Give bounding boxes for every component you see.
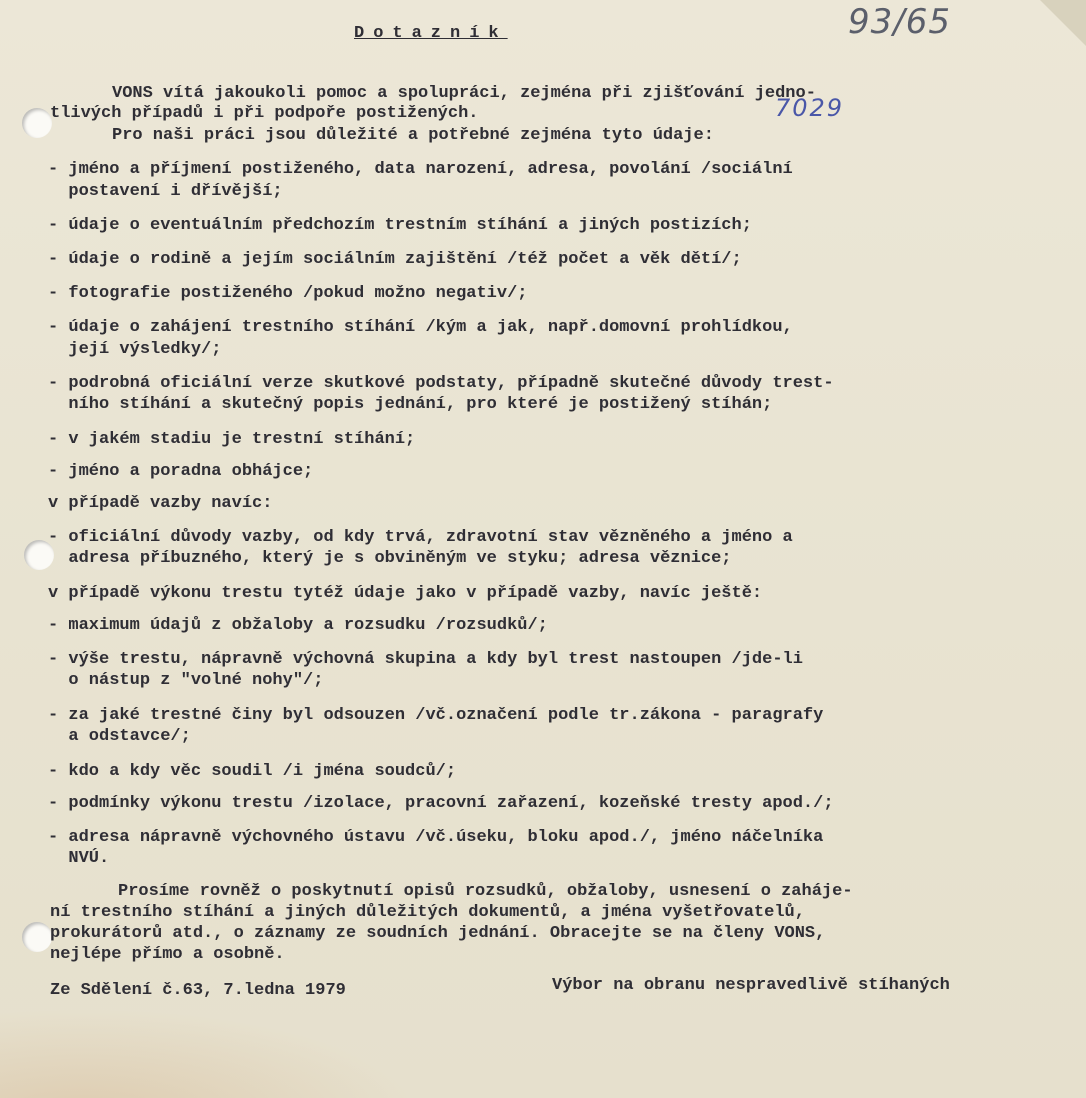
document-title: Dotazník: [354, 24, 508, 43]
text-line: její výsledky/;: [48, 340, 222, 359]
text-line: nejlépe přímo a osobně.: [50, 945, 285, 964]
text-line: Prosíme rovněž o poskytnutí opisů rozsudků, obžaloby, usnesení o zaháje-: [118, 882, 853, 901]
committee-signature: Výbor na obranu nespravedlivě stíhaných: [552, 976, 950, 995]
text-line: tlivých případů i při podpoře postižených.: [50, 104, 479, 123]
text-line: - fotografie postiženého /pokud možno negativ/;: [48, 284, 528, 303]
text-line: v případě výkonu trestu tytéž údaje jako v případě vazby, navíc ještě:: [48, 584, 763, 603]
folded-corner: [1040, 0, 1086, 46]
text-line: - údaje o eventuálním předchozím trestním stíhání a jiných postizích;: [48, 216, 752, 235]
text-line: Pro naši práci jsou důležité a potřebné zejména tyto údaje:: [112, 126, 714, 145]
stamped-number: 7029: [775, 94, 845, 122]
text-line: adresa příbuzného, který je s obviněným ve styku; adresa věznice;: [48, 549, 732, 568]
text-line: - údaje o rodině a jejím sociálním zajištění /též počet a věk dětí/;: [48, 250, 742, 269]
text-line: ní trestního stíhání a jiných důležitých dokumentů, a jména vyšetřovatelů,: [50, 903, 805, 922]
text-line: - jméno a příjmení postiženého, data narození, adresa, povolání /sociální: [48, 160, 793, 179]
text-line: v případě vazby navíc:: [48, 494, 273, 513]
text-line: - oficiální důvody vazby, od kdy trvá, zdravotní stav vězněného a jméno a: [48, 528, 793, 547]
paper-stain: [0, 1008, 420, 1098]
text-line: o nástup z "volné nohy"/;: [48, 671, 324, 690]
punch-hole-bottom: [22, 922, 52, 952]
text-line: - v jakém stadiu je trestní stíhání;: [48, 430, 416, 449]
text-line: VONS vítá jakoukoli pomoc a spolupráci, zejména při zjišťování jedno-: [112, 84, 816, 103]
text-line: - kdo a kdy věc soudil /i jména soudců/;: [48, 762, 457, 781]
text-line: ního stíhání a skutečný popis jednání, pro které je postižený stíhán;: [48, 395, 773, 414]
text-line: - podrobná oficiální verze skutkové podstaty, případně skutečné důvody trest-: [48, 374, 834, 393]
source-note: Ze Sdělení č.63, 7.ledna 1979: [50, 981, 346, 1000]
text-line: - údaje o zahájení trestního stíhání /kým a jak, např.domovní prohlídkou,: [48, 318, 793, 337]
text-line: - podmínky výkonu trestu /izolace, pracovní zařazení, kozeňské tresty apod./;: [48, 794, 834, 813]
text-line: - výše trestu, nápravně výchovná skupina a kdy byl trest nastoupen /jde-li: [48, 650, 803, 669]
text-line: - maximum údajů z obžaloby a rozsudku /rozsudků/;: [48, 616, 548, 635]
text-line: - za jaké trestné činy byl odsouzen /vč.označení podle tr.zákona - paragrafy: [48, 706, 824, 725]
handwritten-archive-number: 93/65: [848, 2, 951, 42]
text-line: - adresa nápravně výchovného ústavu /vč.úseku, bloku apod./, jméno náčelníka: [48, 828, 824, 847]
text-line: a odstavce/;: [48, 727, 191, 746]
text-line: - jméno a poradna obhájce;: [48, 462, 314, 481]
text-line: NVÚ.: [48, 849, 110, 868]
punch-hole-top: [22, 108, 52, 138]
text-line: prokurátorů atd., o záznamy ze soudních jednání. Obracejte se na členy VONS,: [50, 924, 826, 943]
text-line: postavení i dřívější;: [48, 182, 283, 201]
